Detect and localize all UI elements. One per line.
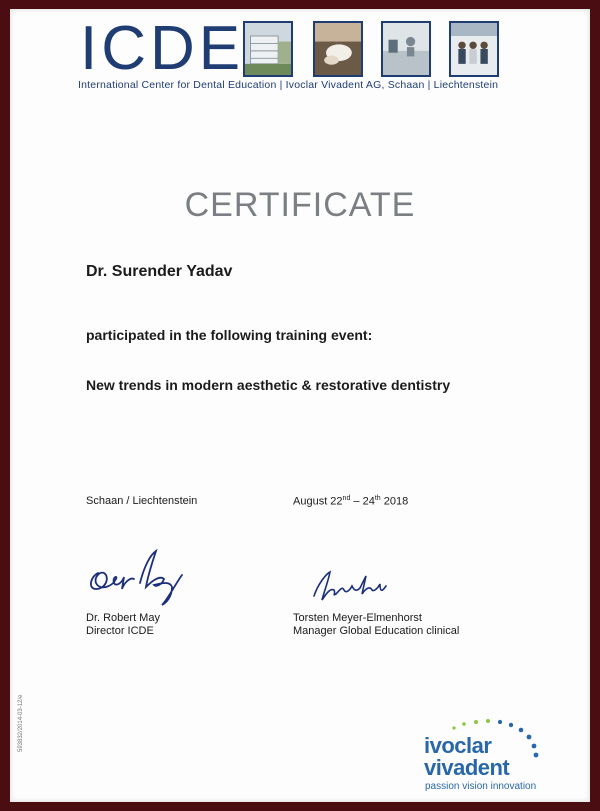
date-sup1: nd — [342, 495, 351, 502]
icde-tagline: International Center for Dental Education | Ivoclar Vivadent AG, Schaan | Liechtenstein — [78, 79, 499, 91]
date-middle: – 24 — [350, 495, 375, 508]
event-location: Schaan / Liechtenstein — [86, 495, 198, 507]
seminar-group-photo — [449, 21, 499, 77]
recipient-name: Dr. Surender Yadav — [86, 263, 233, 280]
participation-text: participated in the following training event: — [86, 327, 373, 343]
date-sup2: th — [374, 495, 381, 502]
vivadent-wordmark: vivadent — [424, 755, 510, 780]
certificate-title: CERTIFICATE — [184, 186, 416, 224]
event-name: New trends in modern aesthetic & restorative dentistry — [86, 377, 451, 393]
certificate-paper — [10, 9, 590, 802]
date-prefix: August 22 — [293, 495, 343, 508]
signatory-2-title: Manager Global Education clinical — [293, 625, 460, 637]
laboratory-photo — [381, 21, 431, 77]
event-date — [293, 495, 408, 508]
date-suffix: 2018 — [380, 495, 409, 508]
document-code: 593832/2014-03-12/e — [18, 694, 24, 752]
icde-logo: ICDE — [80, 14, 245, 83]
brand-slogan: passion vision innovation — [425, 781, 537, 792]
dental-model-photo — [313, 21, 363, 77]
signatory-1-title: Director ICDE — [86, 625, 154, 637]
signatory-2 — [293, 612, 459, 638]
signature-torsten-meyer-elmenhorst — [308, 566, 393, 606]
signatory-2-name: Torsten Meyer-Elmenhorst — [293, 612, 422, 624]
building-photo — [243, 21, 293, 77]
signatory-1 — [86, 612, 160, 638]
ivoclar-wordmark: ivoclar — [424, 733, 492, 758]
signature-robert-may — [82, 543, 197, 611]
signatory-1-name: Dr. Robert May — [86, 612, 160, 624]
